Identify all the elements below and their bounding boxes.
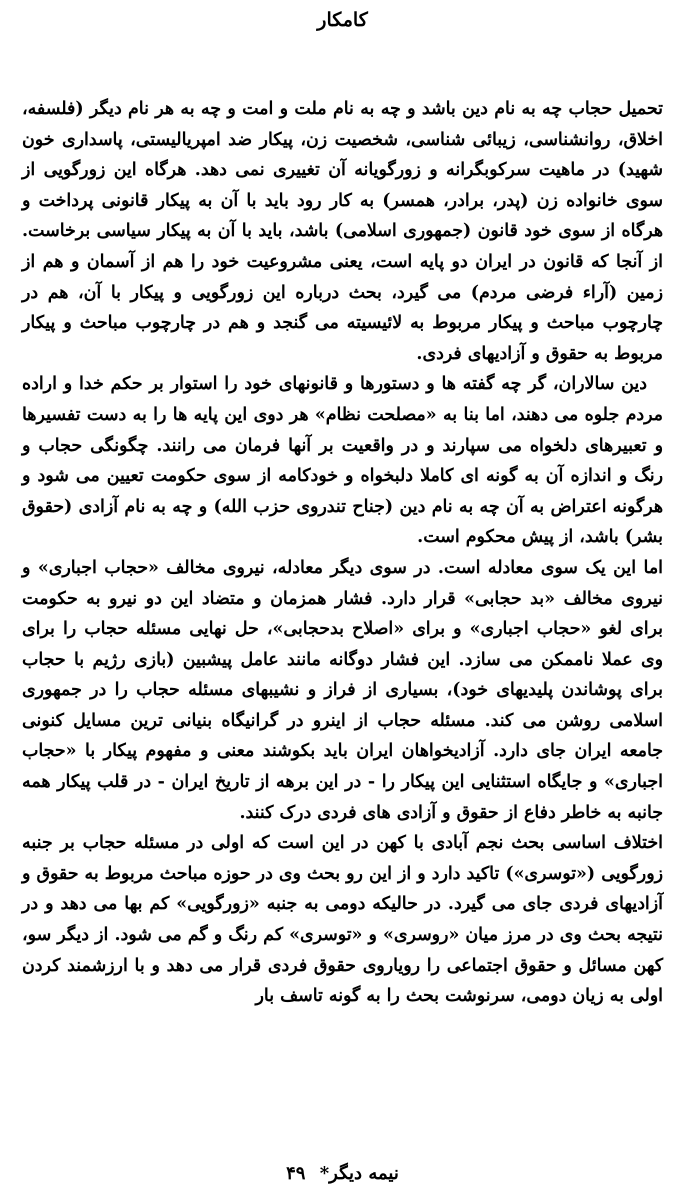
paragraph-4: اختلاف اساسی بحث نجم آبادی با کهن در این است که اولی در مسئله حجاب بر جنبه زورگویی («توسری») تاکید دارد و از این رو بحث وی در حوزه مباحث مربوط به حقوق و آزادیهای فردی جای می گیرد. در حالیکه دومی به جنبه «زورگویی» کم بها می دهد و در نتیجه بحث وی در مرز میان «روسری» و «توسری» کم رنگ و گم می شود. از دیگر سو، کهن مسائل و حقوق اجتماعی را رویاروی حقوق فردی قرار می دهد و با ارزشمند کردن اولی به زیان دومی، سرنوشت بحث را به گونه تاسف بار	[22, 833, 663, 1007]
paragraph-2: دین سالاران، گر چه گفته ها و دستورها و قانونهای خود را استوار بر حکم خدا و اراده مردم جلوه می دهند، اما بنا به «مصلحت نظام» هر دوی این پایه ها را به دست تفسیرها و تعبیرهای دلخواه می سپارند و در واقعیت بر آنها فرمان می رانند. چگونگی حجاب و رنگ و اندازه آن به گونه ای کاملا دلبخواه و خودکامه از سوی حکومت تعیین می شود و هرگونه اعتراض به آن چه به نام دین (جناح تندروی حزب الله) و چه به نام آزادی (حقوق بشر) باشد، از پیش محکوم است.	[22, 374, 663, 548]
page-number: ۴۹	[286, 1163, 306, 1184]
running-header	[0, 6, 685, 34]
paragraph-1: تحمیل حجاب چه به نام دین باشد و چه به نام ملت و امت و چه به هر نام دیگر (فلسفه، اخلاق، روانشناسی، زیبائی شناسی، شخصیت زن، پیکار ضد امپریالیستی، پاسداری خون شهید) در ماهیت سرکوبگرانه و زورگویانه آن تغییری نمی دهد. هرگاه این زورگویی از سوی خانواده زن (پدر، برادر، همسر) به کار رود باید با آن به پیکار قانونی پرداخت و هرگاه از سوی خود قانون (جمهوری اسلامی) باشد، باید با آن به پیکار سیاسی برخاست. از آنجا که قانون در ایران دو پایه است، یعنی مشروعیت خود را هم از آسمان و هم از زمین (آراء فرضی مردم) می گیرد، بحث درباره این زورگویی و پیکار با آن، هم در چارچوب مباحث و پیکار مربوط به لائیسیته می گنجد و هم در چارچوب مباحث و پیکار مربوط به حقوق و آزادیهای فردی.	[22, 99, 663, 364]
running-footer	[0, 1160, 685, 1188]
article-body	[22, 94, 663, 1012]
paragraph-3: اما این یک سوی معادله است. در سوی دیگر معادله، نیروی مخالف «حجاب اجباری» و نیروی مخالف «بد حجابی» قرار دارد. فشار همزمان و متضاد این دو نیرو به حکومت برای لغو «حجاب اجباری» و برای «اصلاح بدحجابی»، حل نهایی مسئله حجاب را برای وی عملا ناممکن می سازد. این فشار دوگانه مانند عامل پیشبین (بازی رژیم با حجاب برای پوشاندن پلیدیهای خود)، بسیاری از فراز و نشیبهای مسئله حجاب را در جمهوری اسلامی روشن می کند. مسئله حجاب از اینرو در گرانیگاه بنیانی ترین مسایل کنونی جامعه ایران جای دارد. آزادیخواهان ایران باید بکوشند معنی و مفهوم پیکار با «حجاب اجباری» و جایگاه استثنایی این پیکار را - در این برهه از تاریخ ایران - در قلب پیکار همه جانبه به خاطر دفاع از حقوق و آزادی های فردی درک کنند.	[22, 557, 663, 823]
footer-journal-label: نیمه دیگر*	[319, 1163, 399, 1184]
header-title: کامکار	[317, 9, 368, 31]
